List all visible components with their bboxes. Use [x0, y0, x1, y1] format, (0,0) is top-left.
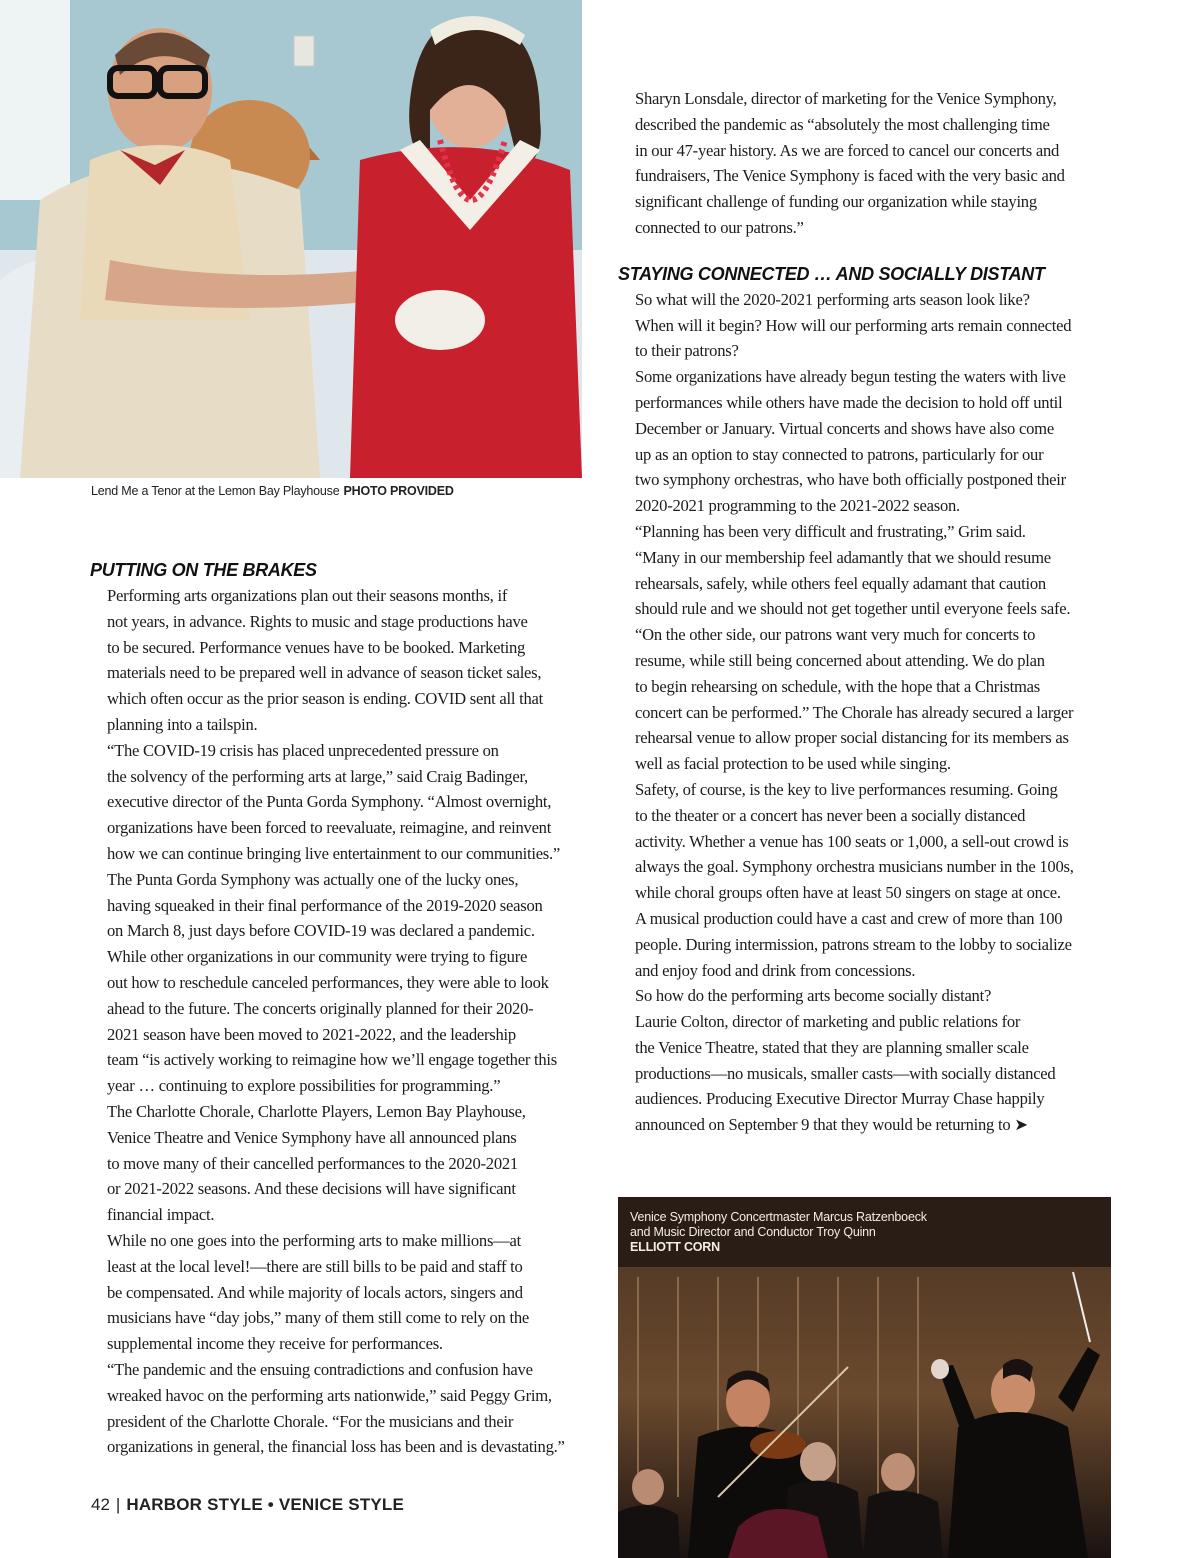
section-heading: PUTTING ON THE BRAKES [90, 560, 317, 580]
text-line: announced on September 9 that they would be returning to ➤ [635, 1115, 1028, 1135]
page-footer [91, 1495, 404, 1515]
body-paragraph [618, 519, 1114, 622]
text-line: concert can be performed.” The Chorale has already secured a larger [635, 702, 1074, 722]
symphony-photo-caption [630, 1210, 1050, 1255]
text-line: while choral groups often have at least 50 singers on stage at once. [635, 883, 1061, 903]
text-line: productions—no musicals, smaller casts—with socially distanced [635, 1063, 1056, 1083]
text-line: resume, while still being concerned about attending. We do plan [635, 650, 1045, 670]
intro-block [618, 86, 1114, 241]
text-line: Sharyn Lonsdale, director of marketing for the Venice Symphony, [635, 89, 1057, 108]
body-paragraph [618, 983, 1114, 1009]
text-line: financial impact. [107, 1205, 215, 1225]
text-line: While no one goes into the performing arts to make millions—at [107, 1230, 522, 1250]
text-line: ahead to the future. The concerts originally planned for their 2020- [107, 998, 534, 1018]
text-line: The Charlotte Chorale, Charlotte Players, Lemon Bay Playhouse, [107, 1101, 526, 1121]
text-line: rehearsal venue to allow proper social distancing for its members as [635, 728, 1069, 748]
text-line: year … continuing to explore possibilities for programming.” [107, 1076, 501, 1096]
body-paragraph [90, 1099, 586, 1228]
text-line: should rule and we should not get together until everyone feels safe. [635, 599, 1071, 619]
text-line: “Planning has been very difficult and frustrating,” Grim said. [635, 521, 1026, 541]
text-line: Venice Theatre and Venice Symphony have all announced plans [107, 1127, 517, 1147]
text-line: supplemental income they receive for performances. [107, 1334, 443, 1354]
text-line: While other organizations in our community were trying to figure [107, 947, 528, 967]
text-line: planning into a tailspin. [107, 714, 258, 734]
text-line: president of the Charlotte Chorale. “For the musicians and their [107, 1411, 514, 1431]
text-line: well as facial protection to be used while singing. [635, 754, 951, 774]
text-line: “Many in our membership feel adamantly that we should resume [635, 547, 1051, 567]
text-line: “The COVID-19 crisis has placed unprecedented pressure on [107, 740, 499, 760]
text-line: The Punta Gorda Symphony was actually one of the lucky ones, [107, 869, 519, 889]
body-paragraph [90, 1228, 586, 1357]
caption-text: Lend Me a Tenor at the Lemon Bay Playhouse [91, 484, 340, 498]
body-paragraph [618, 777, 1114, 983]
text-line: musicians have “day jobs,” many of them still come to rely on the [107, 1308, 529, 1328]
theater-photo [0, 0, 582, 478]
text-line: rehearsals, safely, while others feel equally adamant that caution [635, 573, 1046, 593]
text-line: to the theater or a concert has never been a socially distanced [635, 805, 1026, 825]
text-line: two symphony orchestras, who have both officially postponed their [635, 470, 1066, 490]
text-line: people. During intermission, patrons stream to the lobby to socialize [635, 934, 1072, 954]
body-paragraph [90, 867, 586, 1099]
text-line: not years, in advance. Rights to music and stage productions have [107, 611, 528, 631]
body-paragraph [90, 583, 586, 738]
text-line: Some organizations have already begun testing the waters with live [635, 367, 1066, 387]
right-column [618, 86, 1114, 1138]
left-column [90, 557, 586, 1460]
theater-photo-illustration [0, 0, 582, 478]
text-line: be compensated. And while majority of locals actors, singers and [107, 1282, 523, 1302]
symphony-photo [618, 1197, 1111, 1558]
body-paragraph [618, 622, 1114, 777]
text-line: on March 8, just days before COVID-19 was declared a pandemic. [107, 921, 535, 941]
text-line: “On the other side, our patrons want very much for concerts to [635, 625, 1036, 645]
theater-photo-caption [91, 484, 454, 498]
text-line: activity. Whether a venue has 100 seats or 1,000, a sell-out crowd is [635, 831, 1069, 851]
text-line: “The pandemic and the ensuing contradictions and confusion have [107, 1359, 533, 1379]
photo-credit: PHOTO PROVIDED [343, 484, 454, 498]
section-gap [618, 241, 1114, 261]
caption-line: Venice Symphony Concertmaster Marcus Ratzenboeck [630, 1210, 927, 1224]
text-line: to begin rehearsing on schedule, with the hope that a Christmas [635, 676, 1040, 696]
text-line: the Venice Theatre, stated that they are planning smaller scale [635, 1037, 1029, 1057]
text-line: organizations have been forced to reevaluate, reimagine, and reinvent [107, 818, 552, 838]
text-line: Laurie Colton, director of marketing and public relations for [635, 1012, 1021, 1032]
text-line: which often occur as the prior season is ending. COVID sent all that [107, 689, 543, 709]
text-line: and enjoy food and drink from concessions. [635, 960, 916, 980]
text-line: described the pandemic as “absolutely the most challenging time [635, 114, 1050, 134]
body-paragraph [90, 738, 586, 867]
body-paragraph [618, 86, 1114, 241]
text-line: executive director of the Punta Gorda Symphony. “Almost overnight, [107, 792, 552, 812]
body-paragraph [618, 364, 1114, 519]
body-paragraph [618, 287, 1114, 364]
text-line: connected to our patrons.” [635, 217, 804, 237]
text-line: in our 47-year history. As we are forced to cancel our concerts and [635, 140, 1060, 160]
caption-line: and Music Director and Conductor Troy Quinn [630, 1225, 876, 1239]
text-line: Safety, of course, is the key to live performances resuming. Going [635, 779, 1058, 799]
text-line: team “is actively working to reimagine how we’ll engage together this [107, 1050, 557, 1070]
text-line: out how to reschedule canceled performances, they were able to look [107, 972, 549, 992]
photo-credit: ELLIOTT CORN [630, 1240, 720, 1254]
text-line: to move many of their cancelled performances to the 2020-2021 [107, 1153, 518, 1173]
body-paragraph [618, 1009, 1114, 1138]
text-line: to their patrons? [635, 341, 739, 361]
footer-separator: | [115, 1495, 121, 1514]
body-paragraph [90, 1357, 586, 1460]
text-line: or 2021-2022 seasons. And these decisions will have significant [107, 1179, 516, 1199]
text-line: the solvency of the performing arts at large,” said Craig Badinger, [107, 766, 528, 786]
text-line: materials need to be prepared well in advance of season ticket sales, [107, 663, 542, 683]
page-number: 42 [91, 1495, 110, 1514]
text-line: 2021 season have been moved to 2021-2022, and the leadership [107, 1024, 516, 1044]
text-line: how we can continue bringing live entertainment to our communities.” [107, 843, 561, 863]
text-line: December or January. Virtual concerts and shows have also come [635, 418, 1054, 438]
text-line: up as an option to stay connected to patrons, particularly for our [635, 444, 1044, 464]
body-block [618, 287, 1114, 1138]
text-line: always the goal. Symphony orchestra musicians number in the 100s, [635, 857, 1074, 877]
text-line: So what will the 2020-2021 performing arts season look like? [635, 289, 1030, 309]
text-line: A musical production could have a cast and crew of more than 100 [635, 908, 1063, 928]
text-line: fundraisers, The Venice Symphony is faced with the very basic and [635, 166, 1065, 186]
text-line: wreaked havoc on the performing arts nationwide,” said Peggy Grim, [107, 1385, 552, 1405]
text-line: When will it begin? How will our performing arts remain connected [635, 315, 1072, 335]
text-line: 2020-2021 programming to the 2021-2022 season. [635, 496, 960, 516]
text-line: performances while others have made the decision to hold off until [635, 392, 1063, 412]
publication-name: HARBOR STYLE • VENICE STYLE [126, 1495, 405, 1514]
text-line: audiences. Producing Executive Director Murray Chase happily [635, 1089, 1045, 1109]
text-line: significant challenge of funding our organization while staying [635, 192, 1037, 212]
text-line: to be secured. Performance venues have to be booked. Marketing [107, 637, 526, 657]
text-line: having squeaked in their final performance of the 2019-2020 season [107, 895, 543, 915]
text-line: Performing arts organizations plan out their seasons months, if [107, 586, 508, 605]
text-line: least at the local level!—there are still bills to be paid and staff to [107, 1256, 523, 1276]
text-line: organizations in general, the financial loss has been and is devastating.” [107, 1437, 565, 1457]
section-heading: STAYING CONNECTED … AND SOCIALLY DISTANT [618, 263, 1045, 284]
text-line: So how do the performing arts become socially distant? [635, 986, 992, 1006]
